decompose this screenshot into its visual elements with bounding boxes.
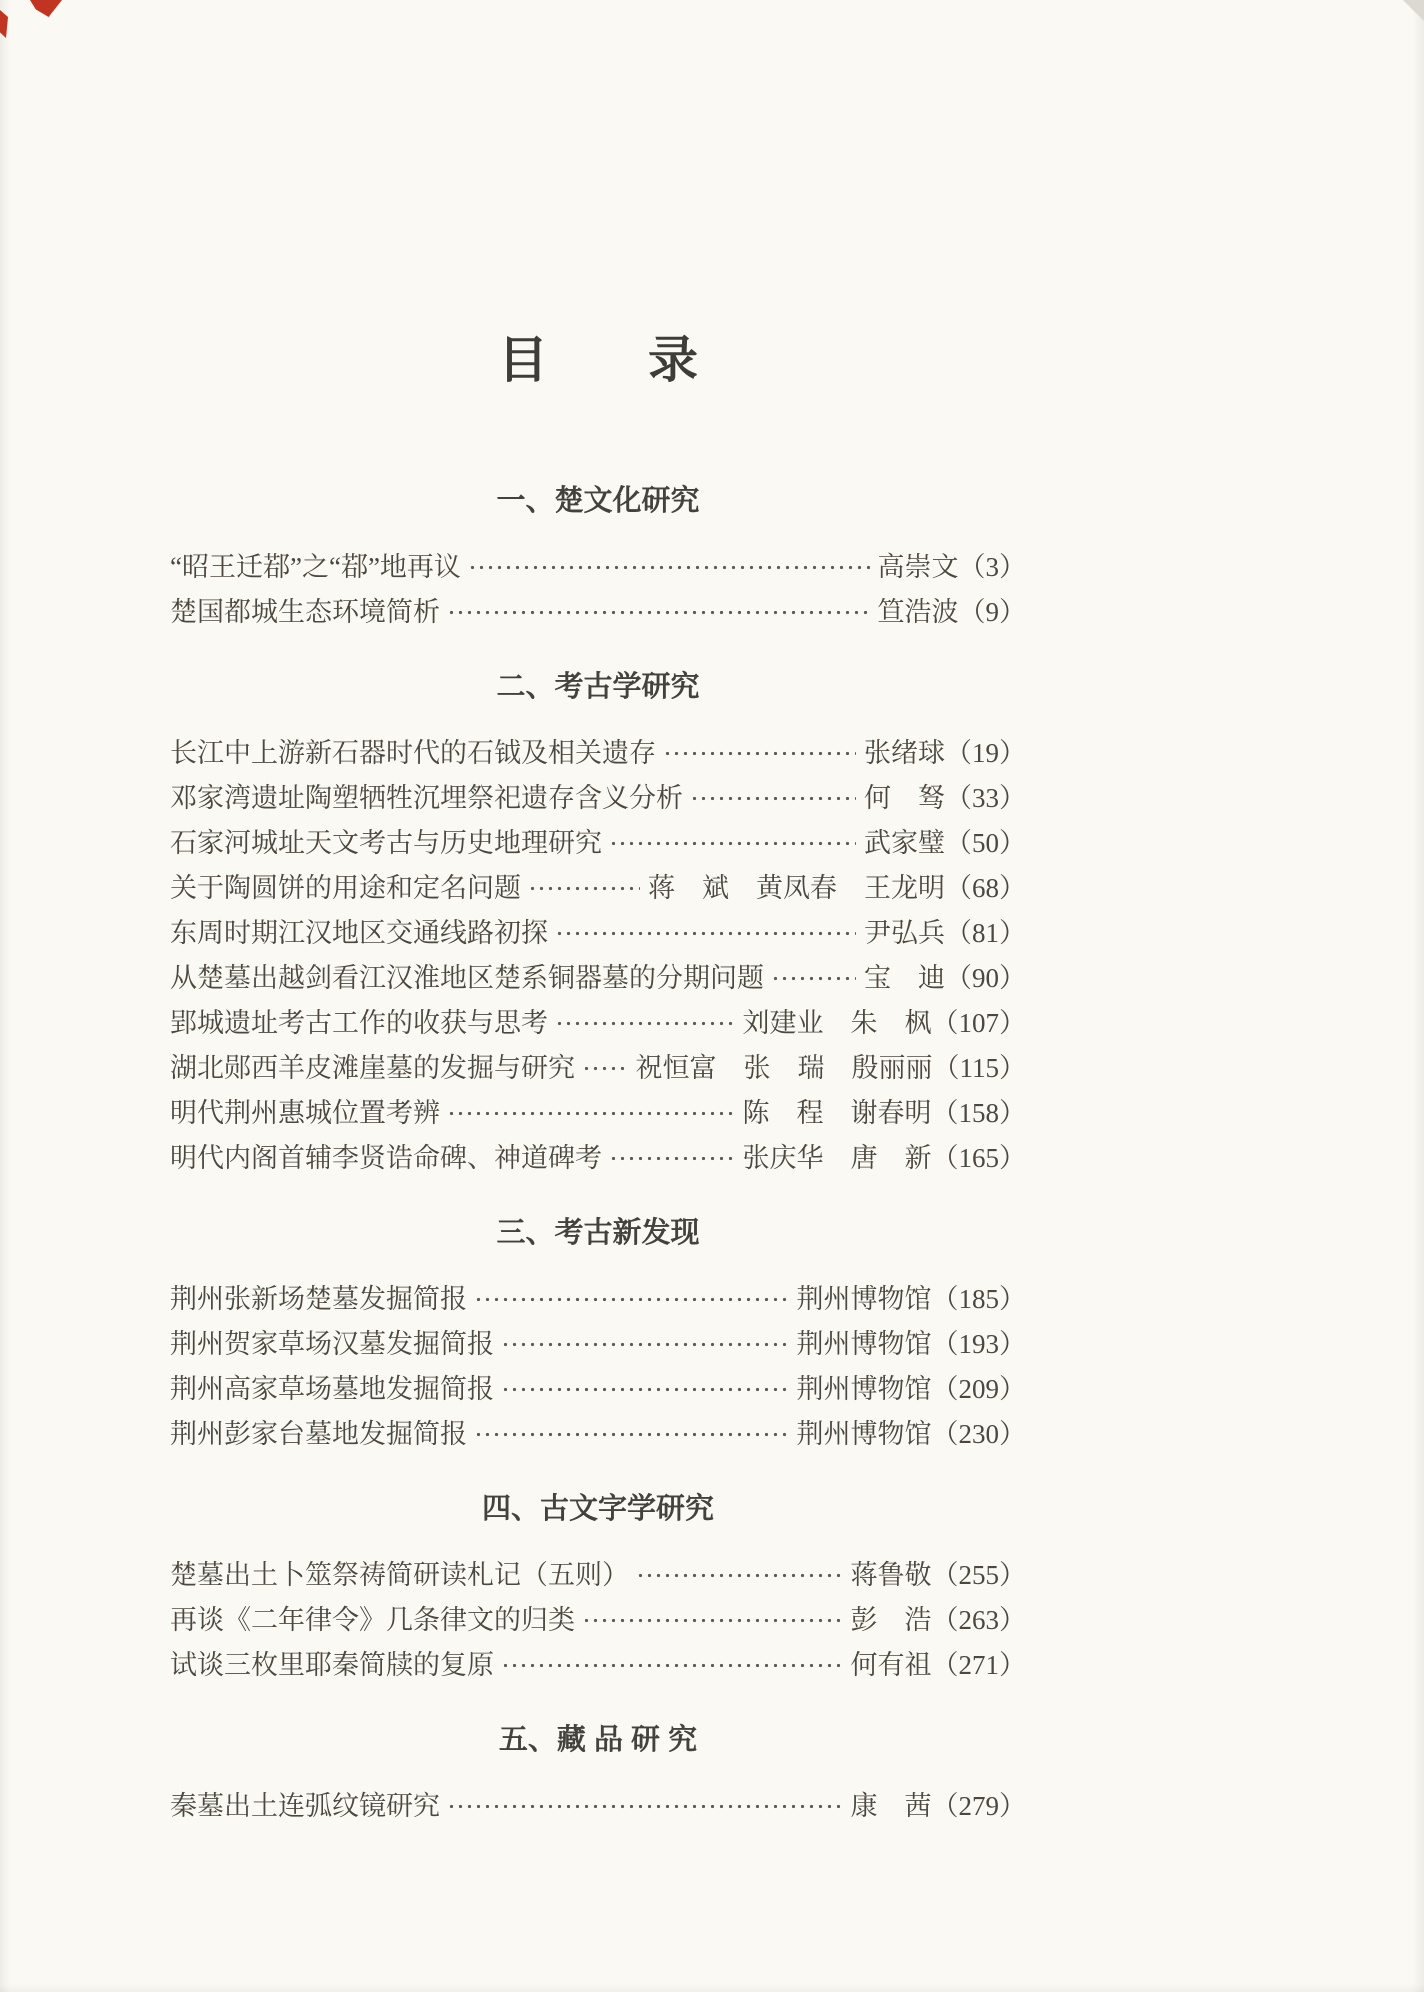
entry-authors: 何有祖 [850, 1650, 932, 1680]
section-heading: 四、古文字学研究 [481, 1493, 714, 1525]
entry-authors: 张庆华 唐 新 [742, 1143, 932, 1173]
toc-entry [170, 911, 1026, 956]
dot-leader [447, 1091, 735, 1136]
toc-entry [170, 1046, 1026, 1091]
toc-section [170, 1491, 1026, 1688]
toc-entry [170, 956, 1026, 1001]
entry-page-number: （165） [931, 1143, 1026, 1173]
entry-authors: 荆州博物馆 [796, 1419, 932, 1449]
entry-page-number: （19） [945, 738, 1026, 768]
section-entries [170, 545, 1026, 635]
entry-authors: 宝 迪 [864, 963, 945, 993]
entry-title: 石家河城址天文考古与历史地理研究 [170, 828, 602, 858]
section-entries [170, 1553, 1026, 1688]
toc-entry [170, 731, 1026, 776]
entry-title: 荆州贺家草场汉墓发掘简报 [170, 1329, 494, 1359]
toc-entry [170, 1001, 1026, 1046]
entry-title: 荆州彭家台墓地发掘简报 [170, 1419, 467, 1449]
toc-section [170, 1215, 1026, 1457]
toc-section [170, 1722, 1026, 1829]
entry-authors: 蒋鲁敬 [850, 1560, 932, 1590]
dot-leader [501, 1367, 789, 1412]
entry-authors: 康 茜 [850, 1791, 932, 1821]
dot-leader [582, 1598, 843, 1643]
dot-leader [501, 1322, 789, 1367]
entry-title: 东周时期江汉地区交通线路初探 [170, 918, 548, 948]
entry-title: 楚国都城生态环境简析 [170, 597, 440, 627]
toc-entry [170, 1784, 1026, 1829]
toc-entry [170, 1091, 1026, 1136]
toc-entry [170, 545, 1026, 590]
toc-entry [170, 1412, 1026, 1457]
entry-authors: 高崇文 [877, 552, 959, 582]
entry-page-number: （158） [931, 1098, 1026, 1128]
entry-page-number: （33） [945, 783, 1026, 813]
section-entries [170, 1277, 1026, 1457]
page-corner-cut [1394, 0, 1424, 24]
dot-leader [447, 1784, 843, 1829]
section-entries [170, 1784, 1026, 1829]
entry-title: “昭王迁鄀”之“鄀”地再议 [170, 552, 461, 582]
dot-leader [636, 1553, 843, 1598]
page-edge-shadow-left [0, 0, 10, 1992]
dot-leader [474, 1412, 789, 1457]
dot-leader [501, 1643, 843, 1688]
toc-entry [170, 1136, 1026, 1181]
entry-title: 湖北郧西羊皮滩崖墓的发掘与研究 [170, 1053, 575, 1083]
toc-entry [170, 1598, 1026, 1643]
toc-section [170, 669, 1026, 1181]
entry-page-number: （50） [945, 828, 1026, 858]
entry-page-number: （68） [945, 873, 1026, 903]
entry-page-number: （271） [931, 1650, 1026, 1680]
dot-leader [663, 731, 856, 776]
entry-page-number: （107） [931, 1008, 1026, 1038]
entry-title: 从楚墓出越剑看江汉淮地区楚系铜器墓的分期问题 [170, 963, 764, 993]
page-title: 目 录 [498, 332, 698, 388]
entry-title: 郢城遗址考古工作的收获与思考 [170, 1008, 548, 1038]
section-heading: 一、楚文化研究 [496, 485, 700, 517]
entry-page-number: （185） [931, 1284, 1026, 1314]
dot-leader [609, 1136, 735, 1181]
entry-authors: 尹弘兵 [864, 918, 945, 948]
entry-title: 荆州高家草场墓地发掘简报 [170, 1374, 494, 1404]
toc-entry [170, 866, 1026, 911]
entry-authors: 陈 程 谢春明 [742, 1098, 932, 1128]
entry-title: 荆州张新场楚墓发掘简报 [170, 1284, 467, 1314]
entry-authors: 何 驽 [864, 783, 945, 813]
entry-page-number: （255） [931, 1560, 1026, 1590]
entry-authors: 张绪球 [864, 738, 945, 768]
toc-entry [170, 1553, 1026, 1598]
entry-page-number: （81） [945, 918, 1026, 948]
dot-leader [528, 866, 640, 911]
entry-title: 秦墓出土连弧纹镜研究 [170, 1791, 440, 1821]
entry-authors: 彭 浩 [850, 1605, 932, 1635]
page-edge-shadow-right [1412, 0, 1424, 1992]
entry-title: 楚墓出土卜筮祭祷简研读札记（五则） [170, 1560, 629, 1590]
entry-authors: 笪浩波 [877, 597, 959, 627]
entry-title: 长江中上游新石器时代的石钺及相关遗存 [170, 738, 656, 768]
toc-entry [170, 1322, 1026, 1367]
dot-leader [555, 1001, 735, 1046]
entry-page-number: （263） [931, 1605, 1026, 1635]
toc-entry [170, 1367, 1026, 1412]
dot-leader [555, 911, 856, 956]
entry-authors: 荆州博物馆 [796, 1374, 932, 1404]
entry-page-number: （90） [945, 963, 1026, 993]
entry-page-number: （115） [932, 1053, 1026, 1083]
entry-authors: 荆州博物馆 [796, 1329, 932, 1359]
dot-leader [582, 1046, 628, 1091]
entry-page-number: （230） [931, 1419, 1026, 1449]
entry-authors: 武家璧 [864, 828, 945, 858]
toc-entry [170, 590, 1026, 635]
entry-page-number: （279） [931, 1791, 1026, 1821]
entry-title: 邓家湾遗址陶塑牺牲沉埋祭祀遗存含义分析 [170, 783, 683, 813]
page-edge-shadow-bottom [0, 1984, 1424, 1992]
dot-leader [609, 821, 856, 866]
section-heading: 三、考古新发现 [496, 1217, 700, 1249]
entry-page-number: （3） [958, 552, 1026, 582]
toc-entry [170, 821, 1026, 866]
entry-authors: 祝恒富 张 瑞 殷丽丽 [635, 1053, 933, 1083]
dot-leader [474, 1277, 789, 1322]
dot-leader [690, 776, 856, 821]
entry-title: 明代内阁首辅李贤诰命碑、神道碑考 [170, 1143, 602, 1173]
entry-title: 关于陶圆饼的用途和定名问题 [170, 873, 521, 903]
entry-title: 试谈三枚里耶秦简牍的复原 [170, 1650, 494, 1680]
entry-title: 再谈《二年律令》几条律文的归类 [170, 1605, 575, 1635]
toc-content [170, 0, 1026, 1829]
section-entries [170, 731, 1026, 1181]
dot-leader [771, 956, 856, 1001]
toc-sections [170, 483, 1026, 1829]
toc-entry [170, 1277, 1026, 1322]
section-heading: 五、藏 品 研 究 [498, 1724, 698, 1756]
dot-leader [447, 590, 870, 635]
entry-authors: 荆州博物馆 [796, 1284, 932, 1314]
section-heading: 二、考古学研究 [496, 671, 700, 703]
entry-page-number: （209） [931, 1374, 1026, 1404]
entry-page-number: （9） [958, 597, 1026, 627]
toc-section [170, 483, 1026, 635]
entry-authors: 蒋 斌 黄凤春 王龙明 [648, 873, 945, 903]
toc-entry [170, 1643, 1026, 1688]
dot-leader [468, 545, 870, 590]
entry-title: 明代荆州惠城位置考辨 [170, 1098, 440, 1128]
scan-artifact-red-mark-top [30, 0, 62, 17]
entry-authors: 刘建业 朱 枫 [742, 1008, 932, 1038]
toc-entry [170, 776, 1026, 821]
entry-page-number: （193） [931, 1329, 1026, 1359]
